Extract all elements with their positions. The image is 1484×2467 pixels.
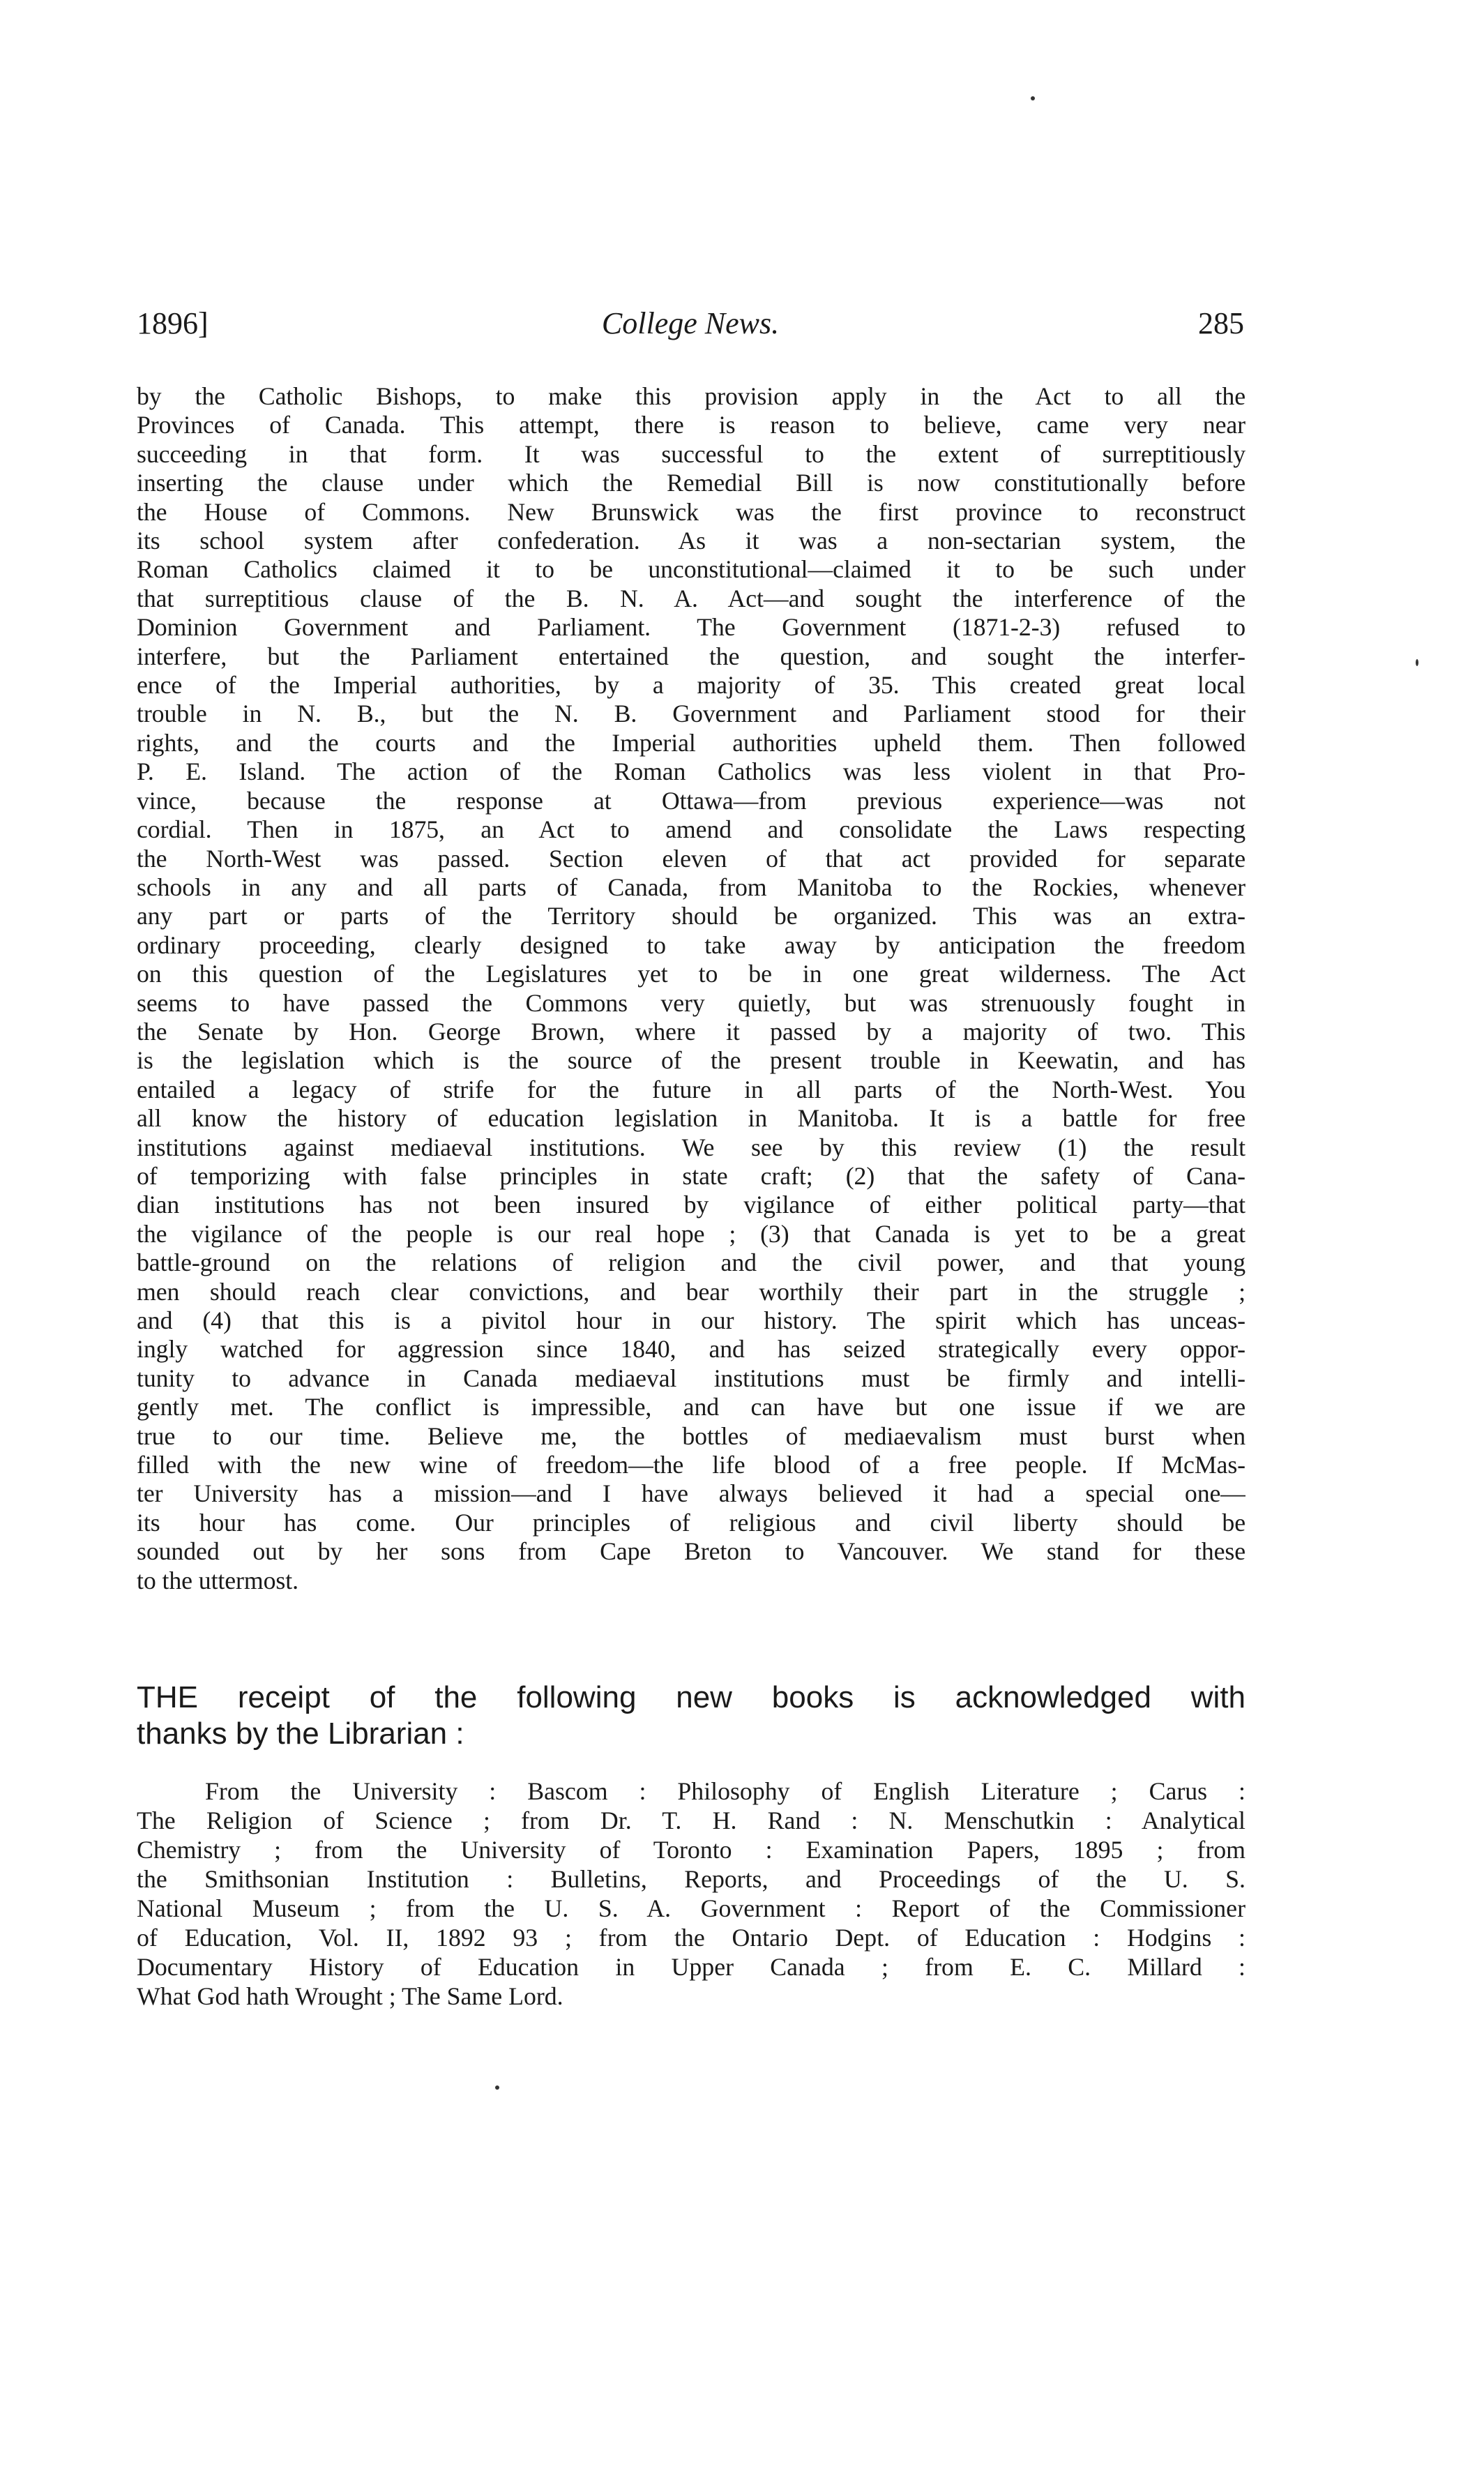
article-text-line: filled with the new wine of freedom—the life blood of a free people. If McMas- [137,1451,1246,1479]
article-text-line: of temporizing with false principles in state craft; (2) that the safety of Cana- [137,1161,1246,1190]
article-text-line: men should reach clear convictions, and bear worthily their part in the struggle ; [137,1277,1246,1306]
article-text-line: to the uttermost. [137,1566,298,1594]
article-text-line: ordinary proceeding, clearly designed to take away by anticipation the freedom [137,930,1246,959]
article-text-line: ence of the Imperial authorities, by a majority of 35. This created great local [137,671,1246,700]
article-text-line: the vigilance of the people is our real hope ; (3) that Canada is yet to be a great [137,1219,1246,1248]
books-list-line: The Religion of Science ; from Dr. T. H. Rand : N. Menschutkin : Analytical [137,1806,1246,1834]
article-text-line: vince, because the response at Ottawa—from previous experience—was not [137,786,1246,815]
print-speck [1416,659,1418,666]
article-text-line: ter University has a mission—and I have always believed it had a special one— [137,1479,1246,1508]
article-text-line: trouble in N. B., but the N. B. Government and Parliament stood for their [137,700,1246,728]
article-text-line: Roman Catholics claimed it to be unconstitutional—claimed it to be such under [137,555,1246,584]
article-text-line: by the Catholic Bishops, to make this provision apply in the Act to all the [137,382,1246,410]
article-text-line: its hour has come. Our principles of religious and civil liberty should be [137,1508,1246,1537]
article-text-line: Dominion Government and Parliament. The Government (1871-2-3) refused to [137,613,1246,642]
article-text-line: P. E. Island. The action of the Roman Catholics was less violent in that Pro- [137,757,1246,786]
article-text-line: cordial. Then in 1875, an Act to amend and consolidate the Laws respecting [137,815,1246,844]
books-list-line: of Education, Vol. II, 1892 93 ; from the Ontario Dept. of Education : Hodgins : [137,1924,1246,1952]
article-text-line: battle-ground on the relations of religion and the civil power, and that young [137,1248,1246,1277]
article-text-line: tunity to advance in Canada mediaeval institutions must be firmly and intelli- [137,1364,1246,1392]
books-list-line: Documentary History of Education in Upper Canada ; from E. C. Millard : [137,1953,1246,1981]
article-text-line: entailed a legacy of strife for the future in all parts of the North-West. You [137,1075,1246,1103]
article-text-line: sounded out by her sons from Cape Breton to Vancouver. We stand for these [137,1537,1246,1566]
article-text-line: true to our time. Believe me, the bottles of mediaevalism must burst when [137,1421,1246,1450]
article-text-line: the Senate by Hon. George Brown, where it passed by a majority of two. This [137,1017,1246,1046]
article-text-line: inserting the clause under which the Remedial Bill is now constitutionally before [137,469,1246,497]
running-header [137,305,1244,354]
article-text-line: the House of Commons. New Brunswick was the first province to reconstruct [137,497,1246,526]
books-list-paragraph [137,1776,1246,2011]
print-speck [1031,96,1035,100]
books-list-line: What God hath Wrought ; The Same Lord. [137,1982,563,2010]
article-text-line: gently met. The conflict is impressible, and can have but one issue if we are [137,1393,1246,1421]
article-text-line: seems to have passed the Commons very quietly, but was strenuously fought in [137,988,1246,1017]
article-text-line: all know the history of education legislation in Manitoba. It is a battle for free [137,1104,1246,1133]
books-list-line: Chemistry ; from the University of Toronto : Examination Papers, 1895 ; from [137,1836,1246,1864]
books-intro-line: THE receipt of the following new books is acknowledged with [137,1680,1246,1714]
books-list-line: the Smithsonian Institution : Bulletins, Reports, and Proceedings of the U. S. [137,1865,1246,1893]
article-text-line: ingly watched for aggression since 1840, and has seized strategically every oppor- [137,1335,1246,1364]
article-body [137,382,1246,1595]
books-list-line: From the University : Bascom : Philosophy of English Literature ; Carus : [205,1777,1246,1805]
article-text-line: institutions against mediaeval institutions. We see by this review (1) the result [137,1133,1246,1161]
article-text-line: that surreptitious clause of the B. N. A. Act—and sought the interference of the [137,584,1246,612]
article-text-line: is the legislation which is the source of the present trouble in Keewatin, and has [137,1046,1246,1075]
article-text-line: its school system after confederation. As it was a non-sectarian system, the [137,527,1246,555]
article-text-line: dian institutions has not been insured by vigilance of either political party—that [137,1191,1246,1219]
books-list-line: National Museum ; from the U. S. A. Government : Report of the Commissioner [137,1894,1246,1922]
page-number: 285 [1198,306,1244,340]
article-text-line: and (4) that this is a pivitol hour in our history. The spirit which has unceas- [137,1306,1246,1334]
article-text-line: schools in any and all parts of Canada, from Manitoba to the Rockies, whenever [137,873,1246,901]
print-speck [495,2085,499,2090]
article-text-line: on this question of the Legislatures yet to be in one great wilderness. The Act [137,960,1246,988]
books-intro-line: thanks by the Librarian : [137,1717,464,1751]
article-text-line: succeeding in that form. It was successful to the extent of surreptitiously [137,439,1246,468]
article-text-line: interfere, but the Parliament entertained the question, and sought the interfer- [137,642,1246,670]
article-text-line: rights, and the courts and the Imperial authorities upheld them. Then followed [137,728,1246,757]
header-title: College News. [601,306,780,340]
article-text-line: Provinces of Canada. This attempt, there is reason to believe, came very near [137,411,1246,439]
article-text-line: the North-West was passed. Section eleven of that act provided for separate [137,844,1246,873]
books-acknowledgement-intro [137,1680,1246,1752]
article-text-line: any part or parts of the Territory should be organized. This was an extra- [137,902,1246,930]
header-year: 1896] [137,306,209,340]
